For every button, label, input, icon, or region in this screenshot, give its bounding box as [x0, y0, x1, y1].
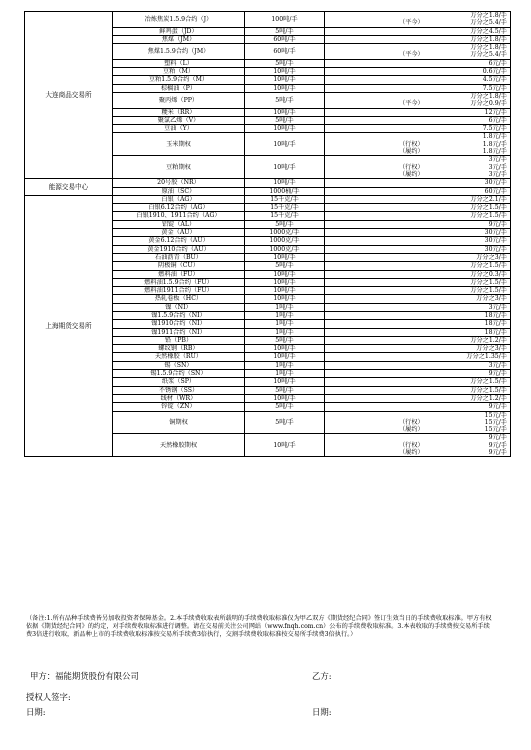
trading-unit: 10吨/手	[245, 353, 325, 361]
fee-cell	[325, 403, 511, 411]
variety-name: 黄金（AU）	[113, 229, 245, 237]
trading-unit: 60吨/手	[245, 35, 325, 43]
fee-line	[327, 51, 507, 58]
variety-name: 豆粕（M）	[113, 68, 245, 76]
fee-value: 9元/手	[488, 403, 507, 411]
fee-value: 9元/手	[488, 370, 507, 378]
trading-unit: 5吨/手	[245, 116, 325, 124]
variety-name: 螺纹钢（RB）	[113, 345, 245, 353]
fee-line	[327, 221, 507, 228]
fee-cell	[325, 386, 511, 394]
fee-cell	[325, 378, 511, 386]
trading-unit: 1吨/手	[245, 311, 325, 319]
trading-unit: 1000克/手	[245, 229, 325, 237]
trading-unit: 5吨/手	[245, 411, 325, 434]
party-b: 乙方:	[312, 671, 332, 681]
trading-unit: 10吨/手	[245, 156, 325, 179]
fee-kind: （履约）	[399, 426, 424, 434]
fee-line	[327, 395, 507, 402]
date-b: 日期:	[312, 707, 332, 717]
fee-value: 万分之1.5/手	[470, 386, 507, 394]
fee-value: 万分之3/手	[476, 295, 507, 303]
fee-value: 万分之1.35/手	[466, 353, 507, 361]
variety-name: 黄金6.12合约（AU）	[113, 237, 245, 245]
fee-table	[24, 11, 511, 457]
variety-name: 焦煤1.5.9合约（JM）	[113, 44, 245, 60]
fee-cell	[325, 287, 511, 295]
fee-value: 6元/手	[488, 59, 507, 67]
fee-cell	[325, 361, 511, 369]
fee-cell	[325, 345, 511, 353]
fee-cell	[325, 370, 511, 378]
fee-line	[327, 279, 507, 286]
fee-cell	[325, 353, 511, 361]
variety-name: 塑料（L）	[113, 59, 245, 67]
fee-line	[327, 362, 507, 369]
fee-line	[327, 353, 507, 360]
trading-unit: 10吨/手	[245, 378, 325, 386]
fee-line	[327, 171, 507, 178]
fee-cell	[325, 245, 511, 253]
fee-value: 9元/手	[488, 434, 507, 442]
trading-unit: 5吨/手	[245, 262, 325, 270]
fee-cell	[325, 270, 511, 278]
fee-value: 3元/手	[488, 303, 507, 311]
trading-unit: 5吨/手	[245, 92, 325, 108]
fee-cell	[325, 156, 511, 179]
variety-name: 铝锭（AL）	[113, 220, 245, 228]
fee-line	[327, 100, 507, 107]
fee-kind: （行权）	[399, 163, 424, 171]
trading-unit: 10吨/手	[245, 125, 325, 133]
fee-line	[327, 378, 507, 385]
variety-name: 纸浆（SP）	[113, 378, 245, 386]
fee-value: 万分之1.8/手	[470, 92, 507, 100]
fee-kind: （平今）	[399, 19, 424, 27]
trading-unit: 5吨/手	[245, 403, 325, 411]
fee-cell	[325, 394, 511, 402]
fee-cell	[325, 125, 511, 133]
fee-value: 万分之3/手	[476, 253, 507, 261]
date-a: 日期:	[26, 707, 46, 717]
variety-name: 天然橡胶期权	[113, 434, 245, 457]
variety-name: 锌锭（ZN）	[113, 403, 245, 411]
trading-unit: 10吨/手	[245, 394, 325, 402]
fee-value: 1.8元/手	[482, 133, 507, 141]
fee-line	[327, 36, 507, 43]
trading-unit: 10吨/手	[245, 287, 325, 295]
variety-name: 镍1910合约（NI）	[113, 320, 245, 328]
fee-line	[327, 449, 507, 456]
fee-line	[327, 254, 507, 261]
fee-value: 18元/手	[484, 328, 507, 336]
fee-table-body	[25, 12, 511, 457]
fee-value: 3元/手	[488, 156, 507, 164]
variety-name: 黄金1910合约（AU）	[113, 245, 245, 253]
variety-name: 天然橡胶（RU）	[113, 353, 245, 361]
fee-value: 万分之4.5/手	[470, 27, 507, 35]
fee-value: 12元/手	[484, 108, 507, 116]
table-row	[25, 195, 511, 203]
notes: （备注:1.所有品种手续费皆另加收投资者保障基金。2.本手续费收取表所载明的手续费收取标准仅为甲乙双方《期货经纪合同》签订生效当日的手续费收取标准。甲方有权依据《期货经纪合同》的约定，对手续费收取标准进行调整。请在交易前关注公司网站（www.fnqh.com.cn）公布的手续费收取标准。3.本表收取的手续费按交易所手续费3倍进行收取，新品种上市的手续费收取标准按交易所手续费3倍执行，交割手续费收取标准按交易所手续费3倍执行。）	[26, 615, 492, 639]
fee-cell	[325, 27, 511, 35]
fee-cell	[325, 116, 511, 124]
variety-name: 棕榈油（P）	[113, 84, 245, 92]
fee-value: 4.5元/手	[482, 76, 507, 84]
fee-cell	[325, 237, 511, 245]
trading-unit: 10吨/手	[245, 278, 325, 286]
fee-cell	[325, 220, 511, 228]
fee-kind: （履约）	[399, 449, 424, 457]
fee-value: 万分之1.5/手	[470, 378, 507, 386]
fee-value: 7.5元/手	[482, 125, 507, 133]
fee-value: 3元/手	[488, 163, 507, 171]
fee-line	[327, 85, 507, 92]
fee-line	[327, 60, 507, 67]
trading-unit: 1吨/手	[245, 370, 325, 378]
fee-value: 7.5元/手	[482, 84, 507, 92]
variety-name: 阴极铜（CU）	[113, 262, 245, 270]
variety-name: 冶炼焦炭1.5.9合约（J）	[113, 12, 245, 28]
fee-value: 18元/手	[484, 320, 507, 328]
fee-value: 万分之1.2/手	[470, 336, 507, 344]
trading-unit: 5吨/手	[245, 220, 325, 228]
fee-kind: （履约）	[399, 148, 424, 156]
trading-unit: 60吨/手	[245, 44, 325, 60]
fee-line	[327, 125, 507, 132]
fee-cell	[325, 295, 511, 303]
exchange-name: 上海期货交易所	[25, 195, 113, 457]
trading-unit: 5吨/手	[245, 386, 325, 394]
variety-name: 热轧卷板（HC）	[113, 295, 245, 303]
fee-cell	[325, 328, 511, 336]
fee-value: 15元/手	[484, 426, 507, 434]
trading-unit: 15千克/手	[245, 204, 325, 212]
fee-line	[327, 141, 507, 148]
fee-value: 18元/手	[484, 311, 507, 319]
fee-value: 万分之1.5/手	[470, 287, 507, 295]
fee-cell	[325, 59, 511, 67]
fee-cell	[325, 253, 511, 261]
fee-line	[327, 133, 507, 140]
fee-line	[327, 295, 507, 302]
fee-cell	[325, 320, 511, 328]
fee-line	[327, 304, 507, 311]
trading-unit: 10吨/手	[245, 295, 325, 303]
fee-value: 9元/手	[488, 220, 507, 228]
fee-cell	[325, 108, 511, 116]
variety-name: 鲜鸡蛋（JD）	[113, 27, 245, 35]
fee-cell	[325, 229, 511, 237]
fee-line	[327, 229, 507, 236]
trading-unit: 10吨/手	[245, 434, 325, 457]
fee-line	[327, 370, 507, 377]
variety-name: 铅（PB）	[113, 336, 245, 344]
variety-name: 铜期权	[113, 411, 245, 434]
fee-cell	[325, 336, 511, 344]
fee-kind: （平今）	[399, 100, 424, 108]
variety-name: 燃料油1911合约（FU）	[113, 287, 245, 295]
variety-name: 燃料油1.5.9合约（FU）	[113, 278, 245, 286]
fee-line	[327, 179, 507, 186]
fee-value: 万分之1.8/手	[470, 12, 507, 19]
fee-line	[327, 387, 507, 394]
fee-cell	[325, 12, 511, 28]
fee-line	[327, 246, 507, 253]
fee-value: 1.8元/手	[482, 148, 507, 156]
fee-value: 万分之1.5/手	[470, 204, 507, 212]
fee-value: 60元/手	[484, 187, 507, 195]
fee-line	[327, 148, 507, 155]
trading-unit: 1吨/手	[245, 361, 325, 369]
fee-cell	[325, 204, 511, 212]
trading-unit: 1吨/手	[245, 303, 325, 311]
fee-line	[327, 287, 507, 294]
variety-name: 镍1911合约（NI）	[113, 328, 245, 336]
variety-name: 锡（SN）	[113, 361, 245, 369]
fee-line	[327, 188, 507, 195]
fee-value: 15元/手	[484, 411, 507, 419]
fee-kind: （行权）	[399, 418, 424, 426]
variety-name: 不锈钢（SS）	[113, 386, 245, 394]
fee-kind: （平今）	[399, 51, 424, 59]
exchange-name: 能源交易中心	[25, 179, 113, 196]
fee-line	[327, 196, 507, 203]
fee-cell	[325, 311, 511, 319]
trading-unit: 5吨/手	[245, 336, 325, 344]
fee-kind: （履约）	[399, 170, 424, 178]
fee-line	[327, 237, 507, 244]
fee-cell	[325, 76, 511, 84]
fee-line	[327, 426, 507, 433]
trading-unit: 15千克/手	[245, 212, 325, 220]
fee-cell	[325, 68, 511, 76]
table-row	[25, 12, 511, 28]
fee-cell	[325, 434, 511, 457]
fee-line	[327, 164, 507, 171]
fee-cell	[325, 411, 511, 434]
fee-line	[327, 434, 507, 441]
variety-name: 镍1.5.9合约（NI）	[113, 311, 245, 319]
variety-name: 豆油（Y）	[113, 125, 245, 133]
variety-name: 石油沥青（BU）	[113, 253, 245, 261]
variety-name: 原油（SC）	[113, 187, 245, 195]
trading-unit: 5吨/手	[245, 59, 325, 67]
trading-unit: 10吨/手	[245, 84, 325, 92]
fee-value: 万分之0.3/手	[470, 270, 507, 278]
variety-name: 燃料油（FU）	[113, 270, 245, 278]
fee-cell	[325, 187, 511, 195]
fee-value: 9元/手	[488, 449, 507, 457]
fee-value: 万分之1.5/手	[470, 278, 507, 286]
fee-value: 30元/手	[484, 179, 507, 187]
fee-line	[327, 19, 507, 26]
fee-value: 万分之0.9/手	[470, 100, 507, 108]
fee-value: 万分之1.8/手	[470, 44, 507, 52]
fee-line	[327, 262, 507, 269]
fee-line	[327, 403, 507, 410]
fee-cell	[325, 84, 511, 92]
fee-value: 万分之5.4/手	[470, 19, 507, 27]
fee-kind: （行权）	[399, 441, 424, 449]
fee-value: 3元/手	[488, 361, 507, 369]
trading-unit: 100吨/手	[245, 12, 325, 28]
trading-unit: 1000桶/手	[245, 187, 325, 195]
fee-line	[327, 68, 507, 75]
variety-name: 白银6.12合约（AG）	[113, 204, 245, 212]
trading-unit: 15千克/手	[245, 195, 325, 203]
trading-unit: 10吨/手	[245, 133, 325, 156]
fee-kind: （行权）	[399, 140, 424, 148]
fee-line	[327, 109, 507, 116]
fee-cell	[325, 212, 511, 220]
fee-value: 万分之2.1/手	[470, 195, 507, 203]
fee-line	[327, 76, 507, 83]
fee-line	[327, 320, 507, 327]
fee-line	[327, 117, 507, 124]
variety-name: 锡1.5.9合约（SN）	[113, 370, 245, 378]
fee-line	[327, 212, 507, 219]
fee-cell	[325, 133, 511, 156]
fee-line	[327, 337, 507, 344]
variety-name: 镍（NI）	[113, 303, 245, 311]
variety-name: 线材（WR）	[113, 394, 245, 402]
fee-value: 6元/手	[488, 116, 507, 124]
party-a: 甲方：福能期货股份有限公司	[30, 671, 139, 681]
fee-cell	[325, 179, 511, 187]
variety-name: 豆粕1.5.9合约（M）	[113, 76, 245, 84]
trading-unit: 10吨/手	[245, 76, 325, 84]
variety-name: 20号胶（NR）	[113, 179, 245, 187]
variety-name: 粳米（RR）	[113, 108, 245, 116]
variety-name: 聚氯乙烯（V）	[113, 116, 245, 124]
fee-value: 万分之1.2/手	[470, 394, 507, 402]
fee-value: 30元/手	[484, 229, 507, 237]
trading-unit: 10吨/手	[245, 345, 325, 353]
fee-cell	[325, 278, 511, 286]
variety-name: 玉米期权	[113, 133, 245, 156]
trading-unit: 5吨/手	[245, 27, 325, 35]
fee-line	[327, 204, 507, 211]
fee-value: 万分之1.5/手	[470, 262, 507, 270]
fee-value: 30元/手	[484, 237, 507, 245]
fee-cell	[325, 303, 511, 311]
fee-line	[327, 412, 507, 419]
variety-name: 白银（AG）	[113, 195, 245, 203]
variety-name: 聚丙烯（PP）	[113, 92, 245, 108]
fee-line	[327, 156, 507, 163]
variety-name: 白银1910、1911合约（AG）	[113, 212, 245, 220]
trading-unit: 10吨/手	[245, 253, 325, 261]
exchange-name: 大连商品交易所	[25, 12, 113, 179]
table-row	[25, 179, 511, 187]
fee-value: 万分之1.5/手	[470, 212, 507, 220]
fee-line	[327, 312, 507, 319]
fee-line	[327, 345, 507, 352]
fee-value: 3元/手	[488, 170, 507, 178]
fee-line	[327, 329, 507, 336]
fee-value: 9元/手	[488, 441, 507, 449]
fee-value: 0.6元/手	[482, 68, 507, 76]
fee-value: 万分之1.8/手	[470, 35, 507, 43]
authorized-signature: 授权人签字:	[26, 692, 71, 702]
fee-cell	[325, 35, 511, 43]
fee-line	[327, 271, 507, 278]
fee-cell	[325, 92, 511, 108]
trading-unit: 10吨/手	[245, 68, 325, 76]
variety-name: 豆粕期权	[113, 156, 245, 179]
fee-value: 万分之3/手	[476, 345, 507, 353]
fee-value: 1.8元/手	[482, 140, 507, 148]
fee-line	[327, 442, 507, 449]
variety-name: 焦煤（JM）	[113, 35, 245, 43]
trading-unit: 1吨/手	[245, 328, 325, 336]
fee-value: 15元/手	[484, 418, 507, 426]
fee-line	[327, 28, 507, 35]
fee-cell	[325, 262, 511, 270]
fee-value: 万分之5.4/手	[470, 51, 507, 59]
trading-unit: 1000克/手	[245, 237, 325, 245]
trading-unit: 10吨/手	[245, 179, 325, 187]
trading-unit: 1000克/手	[245, 245, 325, 253]
fee-cell	[325, 195, 511, 203]
trading-unit: 10吨/手	[245, 108, 325, 116]
trading-unit: 1吨/手	[245, 320, 325, 328]
fee-cell	[325, 44, 511, 60]
trading-unit: 10吨/手	[245, 270, 325, 278]
fee-value: 30元/手	[484, 245, 507, 253]
